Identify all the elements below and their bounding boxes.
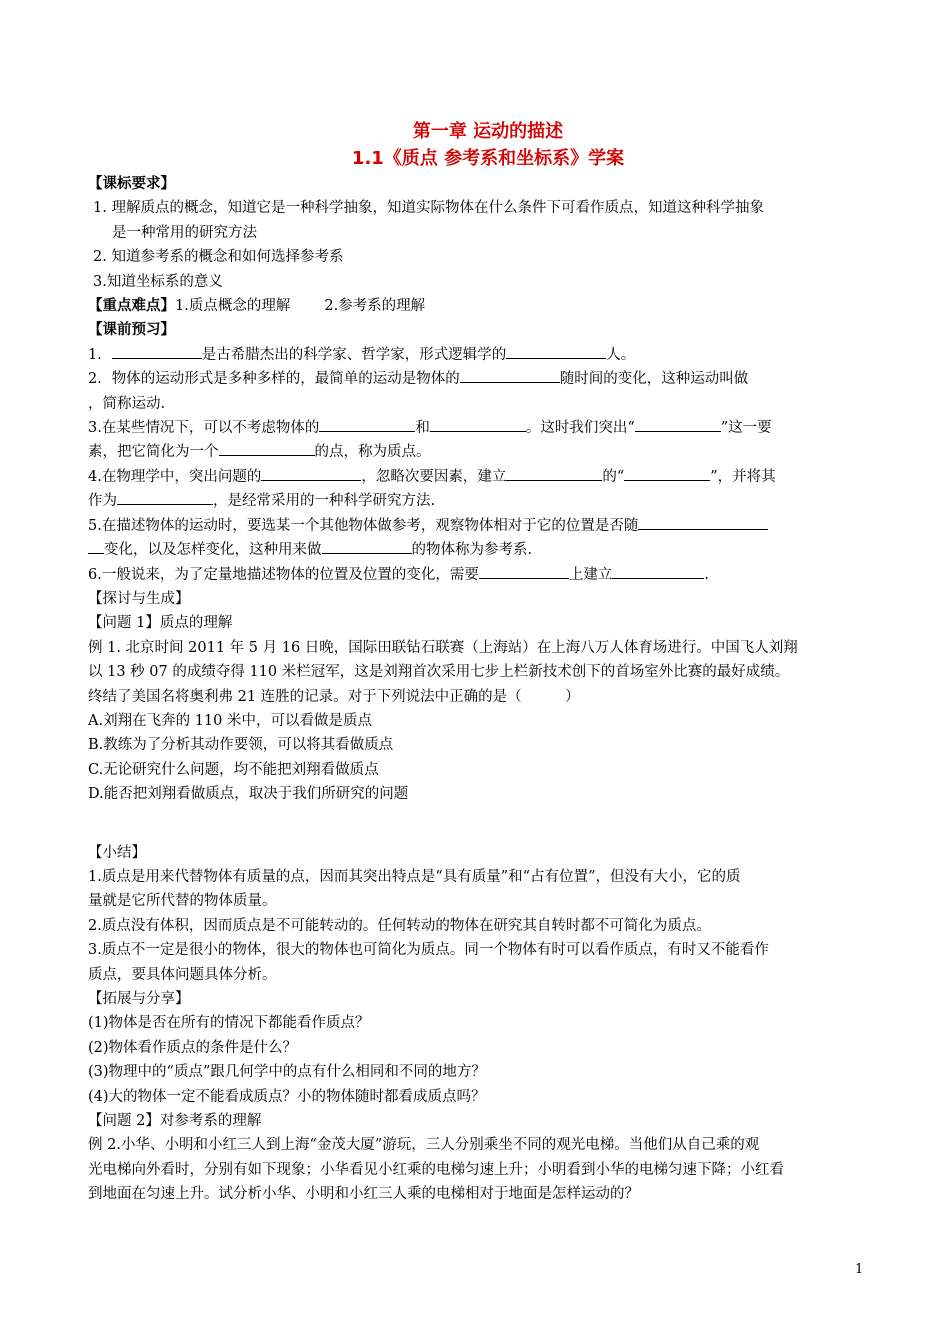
yuxi-header: 【课前预习】	[88, 322, 175, 339]
answer-blank[interactable]	[506, 466, 602, 481]
yuxi-question-2-cont: ，简称运动.	[88, 395, 166, 412]
yuxi-question-4: 4.在物理学中，突出问题的 ，忽略次要因素，建立 的“ ”，并将其	[88, 465, 868, 489]
summary-1a: 1.质点是用来代替物体有质量的点，因而其突出特点是“具有质量”和“占有位置”，但没有大小，它的质	[88, 868, 741, 885]
example2-line-a: 例 2.小华、小明和小红三人到上海“金茂大厦”游玩，三人分别乘坐不同的观光电梯。当他们从自己乘的观	[88, 1137, 760, 1154]
example1-line-a: 例 1. 北京时间 2011 年 5 月 16 日晚，国际田联钻石联赛（上海站）在上海八万人体育场进行。中国飞人刘翔	[88, 639, 798, 656]
tuozhan-header: 【拓展与分享】	[88, 991, 190, 1007]
kebiao-item-3: 3.知道坐标系的意义	[93, 273, 223, 290]
yuxi-question-4-cont: 作为 ，是经常采用的一种科学研究方法.	[88, 489, 868, 513]
kebiao-item-1b: 是一种常用的研究方法	[112, 224, 257, 241]
example2-line-c: 到地面在匀速上升。试分析小华、小明和小红三人乘的电梯相对于地面是怎样运动的？	[88, 1186, 639, 1203]
answer-blank[interactable]	[117, 490, 213, 505]
yuxi-question-2: 2．物体的运动形式是多种多样的，最简单的运动是物体的 随时间的变化，这种运动叫做	[88, 367, 868, 391]
answer-blank[interactable]	[430, 417, 526, 432]
option-d: D.能否把刘翔看做质点，取决于我们所研究的问题	[88, 786, 409, 803]
kebiao-item-2: 2. 知道参考系的概念和如何选择参考系	[93, 249, 344, 266]
yuxi-question-1: 1． 是古希腊杰出的科学家、哲学家，形式逻辑学的 人。	[88, 343, 868, 367]
example1-line-c: 终结了美国名将奥利弗 21 连胜的记录。对于下列说法中正确的是（ ）	[88, 688, 580, 705]
tuozhan-q3: (3)物理中的“质点”跟几何学中的点有什么相同和不同的地方？	[88, 1064, 486, 1081]
zhongdian-point-1: 1.质点概念的理解	[175, 298, 291, 315]
option-b: B.教练为了分析其动作要领，可以将其看做质点	[88, 737, 394, 754]
answer-blank[interactable]	[479, 564, 569, 579]
chapter-title: 第一章 运动的描述	[412, 121, 564, 142]
xiaojie-header: 【小结】	[88, 844, 146, 861]
worksheet-page	[88, 118, 868, 1207]
summary-3a: 3.质点不一定是很小的物体，很大的物体也可简化为质点。同一个物体有时可以看作质点，有时又不能看作	[88, 942, 769, 959]
zhongdian-line	[88, 294, 868, 318]
tuozhan-q2: (2)物体看作质点的条件是什么？	[88, 1039, 298, 1056]
tuozhan-q1: (1)物体是否在所有的情况下都能看作质点？	[88, 1015, 370, 1032]
summary-1b: 量就是它所代替的物体质量。	[88, 893, 277, 910]
yuxi-question-6: 6.一般说来，为了定量地描述物体的位置及位置的变化，需要 上建立 .	[88, 563, 868, 587]
answer-blank[interactable]	[460, 368, 560, 383]
tuozhan-q4: (4)大的物体一定不能看成质点？小的物体随时都看成质点吗？	[88, 1088, 486, 1105]
answer-blank[interactable]	[261, 466, 361, 481]
wenti1-header: 【问题 1】质点的理解	[88, 615, 233, 632]
summary-2: 2.质点没有体积，因而质点是不可能转动的。任何转动的物体在研究其自转时都不可简化为质点。	[88, 917, 711, 934]
wenti2-header: 【问题 2】对参考系的理解	[88, 1113, 262, 1130]
yuxi-question-3-cont: 素，把它简化为一个 的点，称为质点。	[88, 440, 868, 464]
tantao-header: 【探讨与生成】	[88, 590, 190, 607]
example1-line-b: 以 13 秒 07 的成绩夺得 110 米栏冠军，这是刘翔首次采用七步上栏新技术创下的首场室外比赛的最好成绩。	[88, 664, 790, 681]
option-a: A.刘翔在飞奔的 110 米中，可以看做是质点	[88, 712, 372, 729]
example2-line-b: 光电梯向外看时，分别有如下现象；小华看见小红乘的电梯匀速上升；小明看到小华的电梯匀速下降；小红看	[88, 1161, 784, 1178]
page-number: 1	[855, 1262, 864, 1277]
zhongdian-point-2: 2.参考系的理解	[324, 298, 426, 315]
answer-blank[interactable]	[635, 417, 721, 432]
lesson-title: 1.1《质点 参考系和坐标系》学案	[351, 148, 625, 169]
summary-3b: 质点，要具体问题具体分析。	[88, 966, 277, 983]
answer-blank[interactable]	[88, 539, 104, 554]
answer-blank[interactable]	[219, 441, 315, 456]
kebiao-header: 【课标要求】	[88, 176, 175, 192]
answer-blank[interactable]	[319, 417, 415, 432]
answer-blank[interactable]	[506, 344, 606, 359]
answer-blank[interactable]	[322, 539, 412, 554]
yuxi-question-5-cont: 变化，以及怎样变化，这种用来做 的物体称为参考系.	[88, 538, 868, 562]
answer-blank[interactable]	[624, 466, 710, 481]
answer-blank[interactable]	[112, 344, 202, 359]
answer-blank[interactable]	[612, 564, 704, 579]
option-c: C.无论研究什么问题，均不能把刘翔看做质点	[88, 761, 379, 778]
kebiao-item-1a: 1. 理解质点的概念，知道它是一种科学抽象，知道实际物体在什么条件下可看作质点，知道这种科学抽象	[93, 200, 764, 217]
zhongdian-header: 【重点难点】	[88, 298, 175, 315]
yuxi-question-3: 3.在某些情况下，可以不考虑物体的 和 。这时我们突出“ ”这一要	[88, 416, 868, 440]
yuxi-question-5: 5.在描述物体的运动时，要选某一个其他物体做参考，观察物体相对于它的位置是否随	[88, 514, 868, 538]
answer-blank[interactable]	[638, 515, 768, 530]
